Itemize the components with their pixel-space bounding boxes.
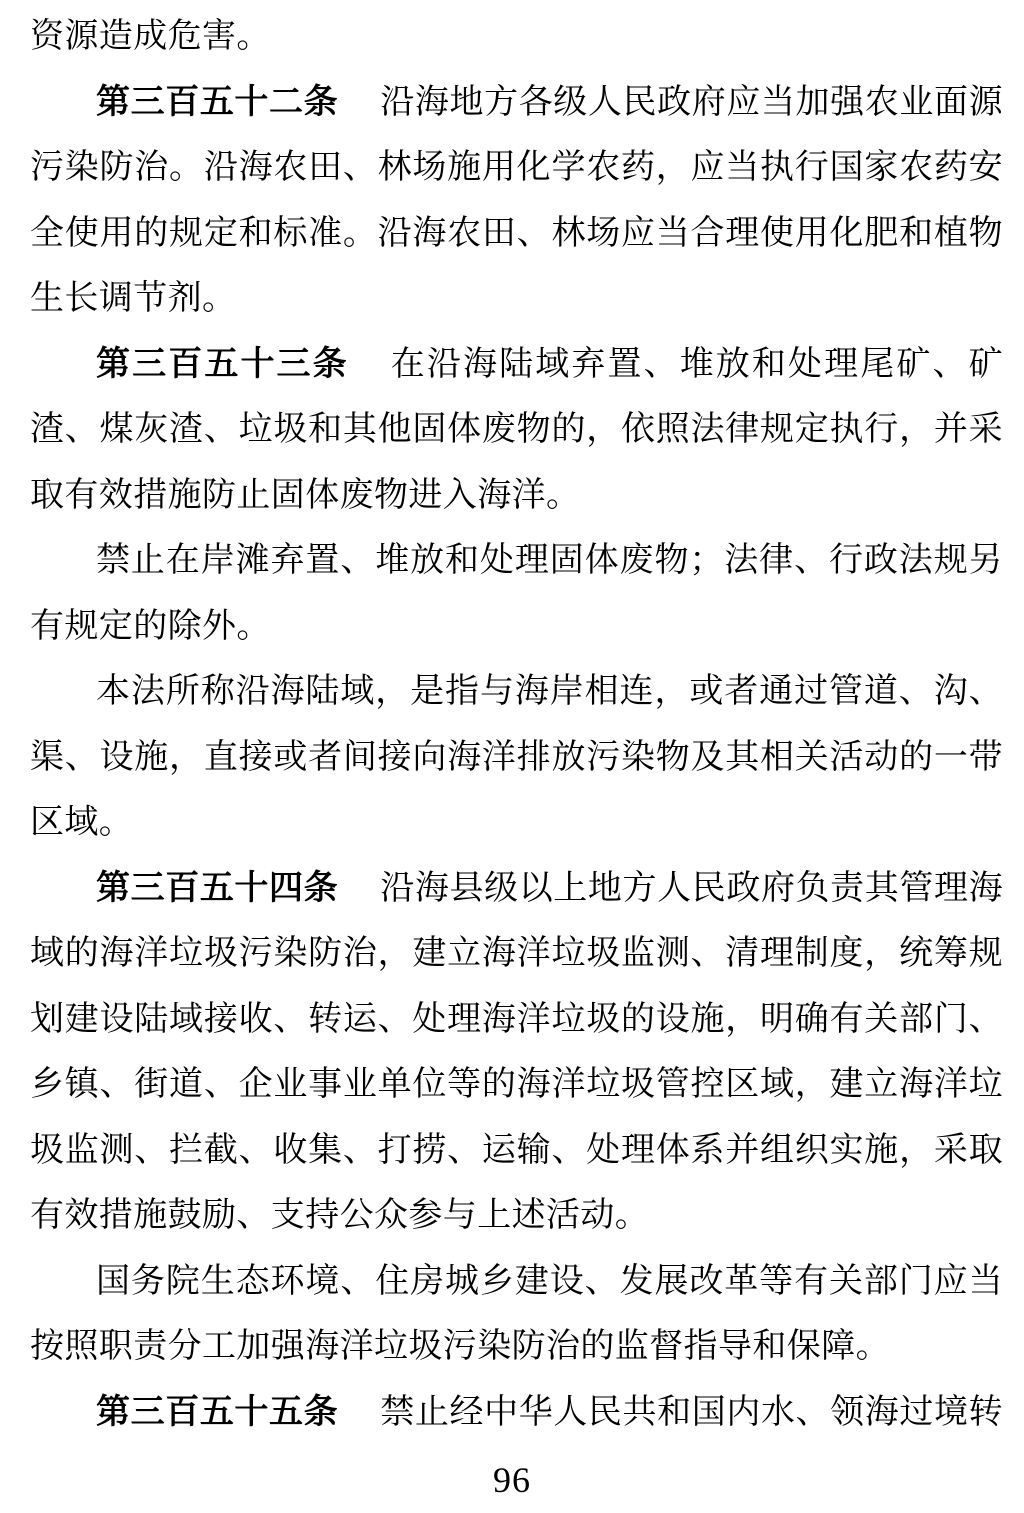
line-text: 区域。 — [30, 804, 134, 841]
text-line — [30, 135, 1003, 201]
text-line — [30, 725, 1003, 791]
article-number: 第三百五十四条 — [96, 868, 339, 907]
text-line — [30, 1249, 1003, 1315]
line-text: 有规定的除外。 — [30, 607, 271, 645]
line-text: 沿海县级以上地方人民政府负责其管理海 — [380, 869, 1003, 907]
line-text: 禁止经中华人民共和国内水、领海过境转 — [380, 1393, 1003, 1431]
page-number: 96 — [493, 1460, 531, 1500]
text-line — [30, 1118, 1003, 1184]
line-text: 本法所称沿海陆域，是指与海岸相连，或者通过管道、沟、 — [96, 673, 1003, 710]
line-text: 污染防治。沿海农田、林场施用化学农药，应当执行国家农药安 — [30, 149, 1003, 186]
line-text: 圾监测、拦截、收集、打捞、运输、处理体系并组织实施，采取 — [30, 1131, 1003, 1169]
article-line — [30, 1380, 1003, 1446]
text-line — [30, 987, 1003, 1053]
text-line — [30, 463, 1003, 529]
line-text: 禁止在岸滩弃置、堆放和处理固体废物；法律、行政法规另 — [96, 542, 1003, 579]
text-line — [30, 659, 1003, 725]
line-text: 沿海地方各级人民政府应当加强农业面源 — [380, 83, 1003, 121]
line-text: 划建设陆域接收、转运、处理海洋垃圾的设施，明确有关部门、 — [30, 1000, 1003, 1038]
article-line — [30, 332, 1003, 398]
line-text: 取有效措施防止固体废物进入海洋。 — [30, 476, 581, 514]
article-line — [30, 70, 1003, 136]
text-line — [30, 201, 1003, 267]
line-text: 在沿海陆域弃置、堆放和处理尾矿、矿 — [390, 345, 1003, 383]
text-line — [30, 266, 1003, 332]
text-line — [30, 4, 1003, 70]
line-text: 有效措施鼓励、支持公众参与上述活动。 — [30, 1197, 650, 1234]
text-block — [30, 4, 1003, 1445]
line-text: 域的海洋垃圾污染防治，建立海洋垃圾监测、清理制度，统筹规 — [30, 935, 1003, 972]
line-text: 全使用的规定和标准。沿海农田、林场应当合理使用化肥和植物 — [30, 214, 1003, 252]
text-line — [30, 1052, 1003, 1118]
line-text: 渠、设施，直接或者间接向海洋排放污染物及其相关活动的一带 — [30, 738, 1003, 776]
text-line — [30, 1314, 1003, 1380]
line-text: 乡镇、街道、企业事业单位等的海洋垃圾管控区域，建立海洋垃 — [30, 1066, 1003, 1103]
text-line — [30, 921, 1003, 987]
text-line — [30, 528, 1003, 594]
text-line — [30, 790, 1003, 856]
article-line — [30, 856, 1003, 922]
line-text: 国务院生态环境、住房城乡建设、发展改革等有关部门应当 — [96, 1262, 1003, 1300]
line-text: 生长调节剂。 — [30, 280, 237, 317]
line-text: 渣、煤灰渣、垃圾和其他固体废物的，依照法律规定执行，并采 — [30, 411, 1003, 448]
line-text: 资源造成危害。 — [30, 18, 271, 55]
article-number: 第三百五十三条 — [96, 344, 349, 383]
article-number: 第三百五十五条 — [96, 1392, 339, 1431]
text-line — [30, 1183, 1003, 1249]
text-line — [30, 594, 1003, 660]
article-number: 第三百五十二条 — [96, 82, 339, 121]
line-text: 按照职责分工加强海洋垃圾污染防治的监督指导和保障。 — [30, 1328, 890, 1365]
text-line — [30, 397, 1003, 463]
